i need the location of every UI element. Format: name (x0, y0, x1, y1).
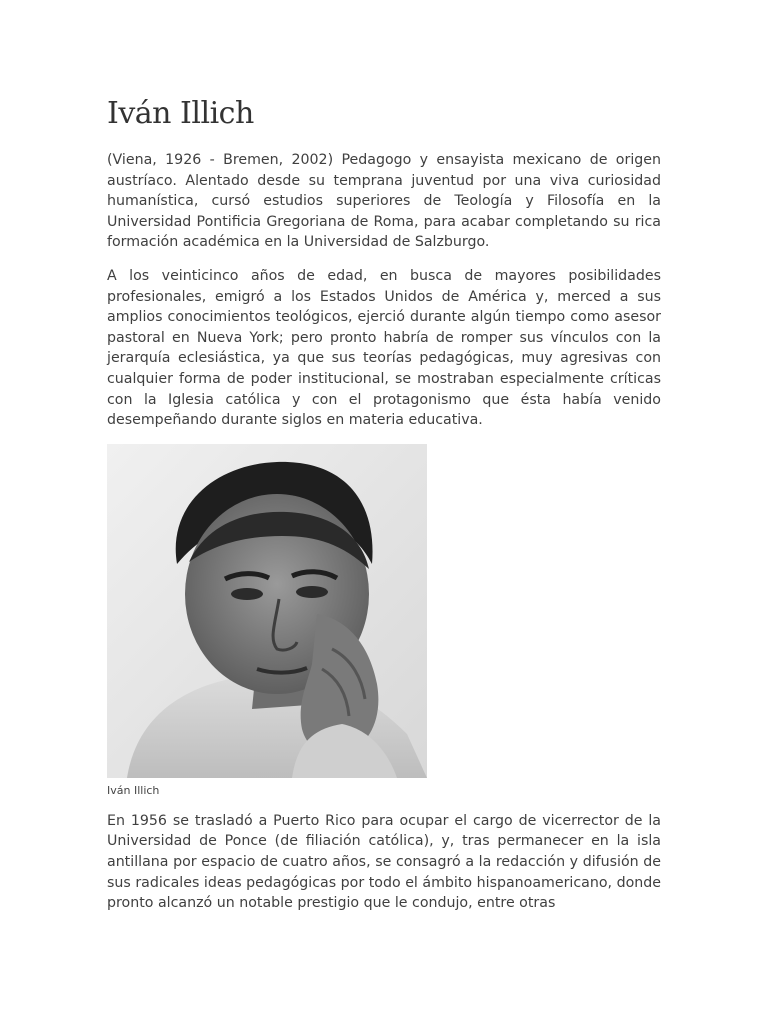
paragraph-intro: (Viena, 1926 - Bremen, 2002) Pedagogo y ensayista mexicano de origen austríaco. Alentado desde su temprana juventud por una viva curiosidad humanística, cursó estudios superiores de Teología y Filosofía en la Universidad Pontificia Gregoriana de Roma, para acabar completando su rica formación académica en la Universidad de Salzburgo. (107, 152, 661, 251)
portrait-photo (107, 444, 427, 778)
article-title: Iván Illich (107, 96, 254, 131)
paragraph-puerto-rico: En 1956 se trasladó a Puerto Rico para ocupar el cargo de vicerrector de la Universidad de Ponce (de filiación católica), y, tras permanecer en la isla antillana por espacio de cuatro años, se consagró a la redacción y difusión de sus radicales ideas pedagógicas por todo el ámbito hispanoamericano, donde pronto alcanzó un notable prestigio que le condujo, entre otras (107, 812, 661, 912)
paragraph-emigration: A los veinticinco años de edad, en busca de mayores posibilidades profesionales, emigró a los Estados Unidos de América y, merced a sus amplios conocimientos teológicos, ejerció durante algún tiempo como asesor pastoral en Nueva York; pero pronto habría de romper sus vínculos con la jerarquía eclesiástica, ya que sus teorías pedagógicas, muy agresivas con cualquier forma de poder institucional, se mostraban especialmente críticas con la Iglesia católica y con el protagonismo que ésta había venido desempeñando durante siglos en materia educativa. (107, 267, 661, 429)
portrait-caption: Iván Illich (107, 783, 160, 797)
article (107, 96, 661, 927)
portrait-figure (107, 444, 661, 797)
